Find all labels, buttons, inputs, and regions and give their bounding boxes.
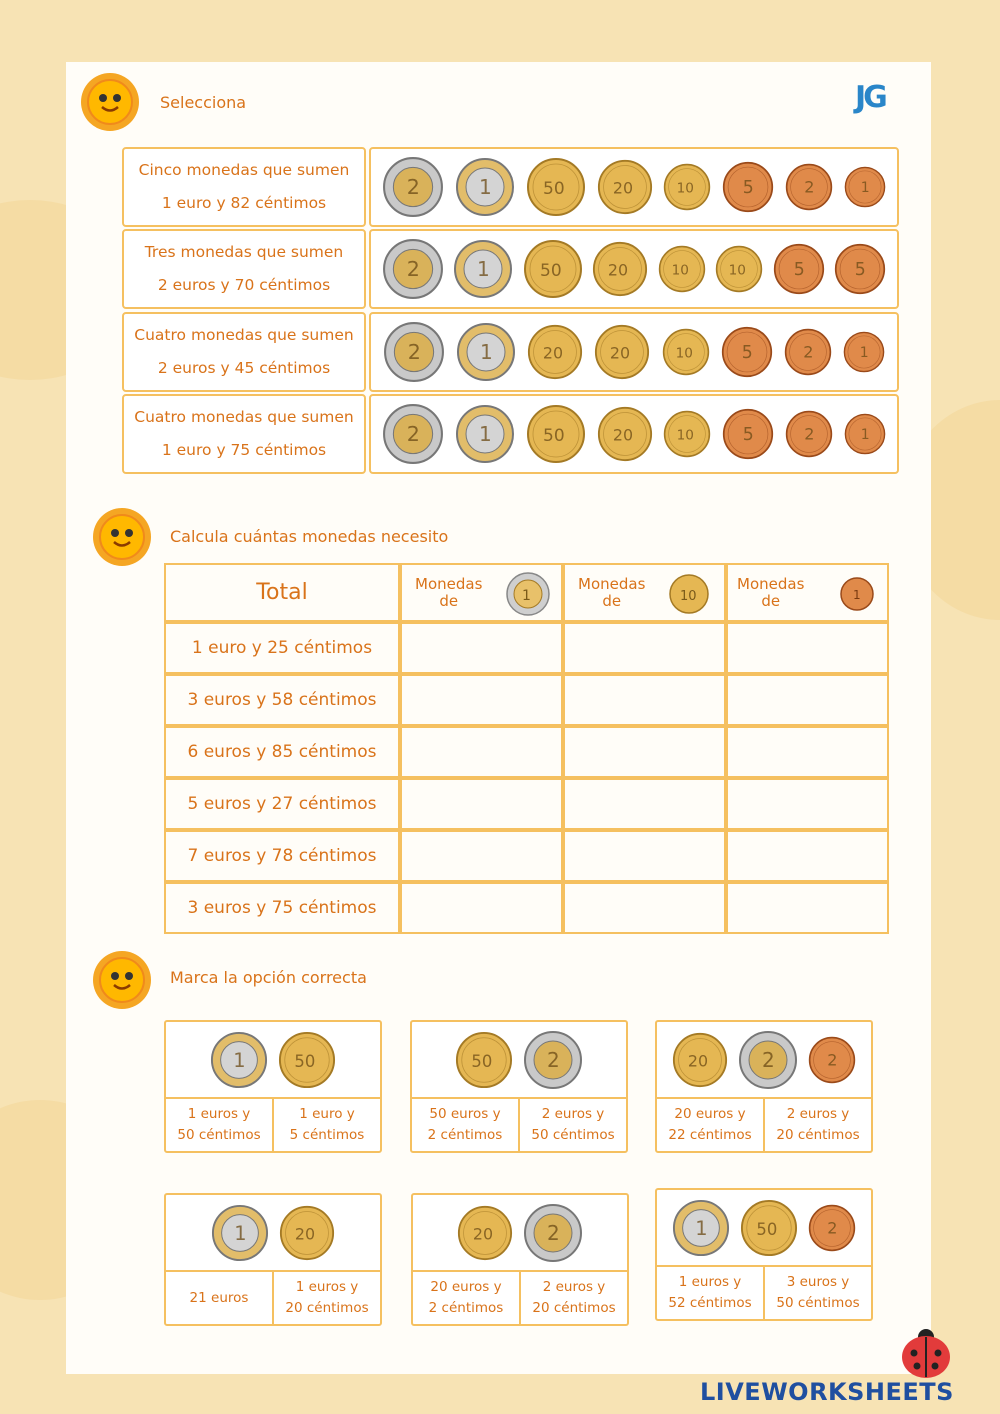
coin-1c-icon[interactable] (843, 331, 885, 373)
coin-20c-icon[interactable] (457, 1205, 513, 1261)
table-row (164, 726, 889, 778)
option-choice-b[interactable]: 2 euros y 50 céntimos (518, 1099, 626, 1151)
option-choices (657, 1265, 871, 1319)
table-row (164, 830, 889, 882)
coin-1c-icon (839, 576, 875, 612)
coin-5c-icon[interactable] (773, 243, 825, 295)
svg-text:2: 2 (804, 177, 815, 197)
coin-50c-icon[interactable] (523, 239, 583, 299)
row-total-label: 3 euros y 58 céntimos (164, 674, 400, 726)
answer-1euro-input[interactable] (400, 674, 563, 726)
coin-1e-icon[interactable] (453, 239, 513, 299)
svg-text:5: 5 (742, 425, 754, 446)
option-coins (166, 1195, 380, 1271)
answer-1euro-input[interactable] (400, 622, 563, 674)
coin-2e-icon[interactable] (382, 156, 444, 218)
header-1cent (726, 563, 889, 622)
svg-text:10: 10 (676, 427, 695, 444)
answer-10cent-input[interactable] (563, 882, 726, 934)
coin-2c-icon[interactable] (808, 1204, 856, 1252)
svg-text:2: 2 (547, 1048, 560, 1072)
coin-2c-icon[interactable] (784, 328, 832, 376)
option-choice-a[interactable]: 1 euros y 50 céntimos (177, 1106, 261, 1143)
coin-choices-3 (369, 312, 899, 392)
coin-5c-icon[interactable] (721, 326, 773, 378)
coin-2c-icon[interactable] (808, 1036, 856, 1084)
svg-text:2: 2 (406, 257, 420, 282)
svg-text:2: 2 (762, 1048, 775, 1072)
coin-2e-icon[interactable] (382, 403, 444, 465)
svg-text:1: 1 (522, 588, 531, 604)
option-choice-b[interactable]: 3 euros y 50 céntimos (763, 1267, 871, 1319)
coin-1e-icon[interactable] (455, 404, 515, 464)
coin-2c-icon[interactable] (785, 163, 833, 211)
prompt-line1: Tres monedas que sumen (144, 243, 344, 261)
table-row (164, 674, 889, 726)
svg-text:1: 1 (860, 179, 870, 196)
option-choices (412, 1097, 626, 1151)
svg-text:2: 2 (804, 424, 815, 444)
svg-text:5: 5 (793, 260, 805, 281)
option-coins (657, 1022, 871, 1098)
coin-20c-icon[interactable] (597, 159, 653, 215)
svg-text:5: 5 (741, 343, 753, 364)
prompt-line2: 1 euro y 75 céntimos (161, 441, 327, 459)
coin-5c-icon[interactable] (722, 161, 774, 213)
svg-text:20: 20 (608, 260, 629, 280)
option-card-3 (655, 1020, 873, 1153)
option-choice-a[interactable]: 1 euros y 52 céntimos (668, 1274, 752, 1311)
option-choices (657, 1097, 871, 1151)
option-choice-a[interactable]: 21 euros (189, 1289, 249, 1306)
coin-choices-1 (369, 147, 899, 227)
option-card-4 (164, 1193, 382, 1326)
coin-10c-icon[interactable] (663, 163, 711, 211)
row-total-label: 5 euros y 27 céntimos (164, 778, 400, 830)
header-1euro-label: Monedas de (415, 575, 483, 610)
select-prompt-2 (122, 229, 366, 309)
coin-50c-icon[interactable] (740, 1199, 798, 1257)
option-choice-b[interactable]: 2 euros y 20 céntimos (519, 1272, 627, 1324)
header-10cent (563, 563, 726, 622)
option-choice-b[interactable]: 1 euros y 20 céntimos (272, 1272, 380, 1324)
coin-2e-icon[interactable] (382, 238, 444, 300)
coin-1c-icon[interactable] (844, 413, 886, 455)
svg-text:1: 1 (853, 588, 861, 602)
coin-2e-icon[interactable] (383, 321, 445, 383)
section-title-marca: Marca la opción correcta (170, 968, 367, 987)
option-choices (413, 1270, 627, 1324)
svg-text:20: 20 (542, 343, 564, 363)
answer-1cent-input[interactable] (726, 674, 889, 726)
coin-20c-icon[interactable] (279, 1205, 335, 1261)
answer-1euro-input[interactable] (400, 726, 563, 778)
section-title-selecciona: Selecciona (160, 93, 247, 112)
row-total-label: 7 euros y 78 céntimos (164, 830, 400, 882)
sun-icon (92, 950, 152, 1010)
prompt-line2: 2 euros y 45 céntimos (157, 359, 331, 377)
prompt-line1: Cuatro monedas que sumen (134, 408, 354, 426)
row-total-label: 3 euros y 75 céntimos (164, 882, 400, 934)
coin-20c-icon[interactable] (592, 241, 648, 297)
coin-20c-icon[interactable] (597, 406, 653, 462)
header-total: Total (164, 563, 400, 622)
prompt-line2: 2 euros y 70 céntimos (157, 276, 331, 294)
coin-1c-icon[interactable] (844, 166, 886, 208)
svg-text:20: 20 (472, 1224, 494, 1244)
select-prompt-1 (122, 147, 366, 227)
option-choice-a[interactable]: 50 euros y 2 céntimos (427, 1106, 503, 1143)
svg-text:1: 1 (233, 1048, 246, 1072)
option-coins (166, 1022, 380, 1098)
svg-text:2: 2 (547, 1221, 560, 1245)
svg-text:2: 2 (407, 422, 421, 447)
coin-50c-icon[interactable] (278, 1031, 336, 1089)
coin-10c-icon[interactable] (663, 410, 711, 458)
prompt-line2: 1 euro y 82 céntimos (161, 194, 327, 212)
svg-text:1: 1 (479, 422, 492, 446)
coin-10c-icon (669, 574, 709, 614)
answer-10cent-input[interactable] (563, 674, 726, 726)
option-choices (166, 1270, 380, 1324)
coin-2e-icon[interactable] (738, 1030, 798, 1090)
coin-5c-icon[interactable] (834, 243, 886, 295)
svg-text:20: 20 (612, 178, 633, 198)
table-row (164, 778, 889, 830)
svg-text:20: 20 (612, 425, 633, 445)
coin-2c-icon[interactable] (785, 410, 833, 458)
sun-icon (92, 507, 152, 567)
option-coins (413, 1195, 627, 1271)
answer-1cent-input[interactable] (726, 622, 889, 674)
svg-text:2: 2 (827, 1050, 838, 1070)
svg-text:2: 2 (827, 1218, 838, 1238)
coin-20c-icon[interactable] (594, 324, 650, 380)
svg-text:1: 1 (860, 426, 870, 443)
option-choice-a[interactable]: 20 euros y 22 céntimos (668, 1106, 752, 1143)
svg-text:2: 2 (407, 340, 421, 365)
answer-1cent-input[interactable] (726, 830, 889, 882)
svg-text:1: 1 (479, 340, 493, 364)
svg-text:1: 1 (860, 344, 870, 361)
svg-text:1: 1 (695, 1216, 708, 1240)
coin-1e-icon[interactable] (455, 157, 515, 217)
coin-50c-icon[interactable] (526, 404, 586, 464)
svg-text:10: 10 (680, 589, 697, 604)
option-card-1 (164, 1020, 382, 1153)
answer-1euro-input[interactable] (400, 830, 563, 882)
section-title-calcula: Calcula cuántas monedas necesito (170, 527, 449, 546)
svg-text:20: 20 (610, 343, 631, 363)
svg-text:10: 10 (675, 345, 693, 362)
svg-text:1: 1 (477, 257, 490, 281)
answer-10cent-input[interactable] (563, 778, 726, 830)
liveworksheets-brand: LIVEWORKSHEETS (700, 1378, 954, 1406)
coin-20c-icon[interactable] (527, 324, 583, 380)
svg-text:50: 50 (294, 1051, 316, 1071)
option-choice-a[interactable]: 20 euros y 2 céntimos (428, 1279, 504, 1316)
option-choice-b[interactable]: 2 euros y 20 céntimos (763, 1099, 871, 1151)
option-card-5 (411, 1193, 629, 1326)
svg-text:2: 2 (407, 175, 421, 200)
coin-1e-icon[interactable] (456, 322, 516, 382)
svg-text:50: 50 (539, 261, 562, 281)
coin-1e-icon[interactable] (210, 1031, 268, 1089)
option-choices (166, 1097, 380, 1151)
svg-text:5: 5 (742, 178, 754, 199)
svg-text:50: 50 (542, 426, 565, 446)
coin-50c-icon[interactable] (526, 157, 586, 217)
coin-10c-icon[interactable] (662, 328, 710, 376)
coin-50c-icon[interactable] (455, 1031, 513, 1089)
option-coins (657, 1190, 871, 1266)
answer-10cent-input[interactable] (563, 622, 726, 674)
svg-text:20: 20 (687, 1051, 709, 1071)
answer-1cent-input[interactable] (726, 882, 889, 934)
header-1cent-label: Monedas de (737, 575, 805, 610)
coin-10c-icon[interactable] (715, 245, 763, 293)
coin-1e-icon[interactable] (211, 1204, 269, 1262)
option-coins (412, 1022, 626, 1098)
answer-1euro-input[interactable] (400, 778, 563, 830)
sun-icon (80, 72, 140, 132)
svg-text:1: 1 (234, 1221, 247, 1245)
svg-text:5: 5 (855, 260, 867, 281)
header-10cent-label: Monedas de (578, 575, 646, 610)
select-prompt-3 (122, 312, 366, 392)
row-total-label: 1 euro y 25 céntimos (164, 622, 400, 674)
prompt-line1: Cuatro monedas que sumen (134, 326, 354, 344)
svg-text:50: 50 (471, 1051, 493, 1071)
table-row (164, 882, 889, 934)
answer-10cent-input[interactable] (563, 726, 726, 778)
answer-10cent-input[interactable] (563, 830, 726, 882)
coin-count-table (164, 563, 889, 934)
svg-text:20: 20 (294, 1224, 316, 1244)
prompt-line1: Cinco monedas que sumen (138, 161, 350, 179)
select-prompt-4 (122, 394, 366, 474)
coin-choices-2 (369, 229, 899, 309)
option-card-6 (655, 1188, 873, 1321)
table-row (164, 622, 889, 674)
coin-2e-icon[interactable] (523, 1030, 583, 1090)
coin-10c-icon[interactable] (658, 245, 706, 293)
option-choice-b[interactable]: 1 euro y 5 céntimos (272, 1099, 380, 1151)
row-total-label: 6 euros y 85 céntimos (164, 726, 400, 778)
coin-choices-4 (369, 394, 899, 474)
ladybug-icon (898, 1325, 954, 1381)
coin-1e-icon[interactable] (672, 1199, 730, 1257)
coin-1e-icon (506, 572, 550, 616)
answer-1cent-input[interactable] (726, 778, 889, 830)
coin-5c-icon[interactable] (722, 408, 774, 460)
coin-2e-icon[interactable] (523, 1203, 583, 1263)
svg-text:10: 10 (671, 262, 689, 279)
coin-20c-icon[interactable] (672, 1032, 728, 1088)
answer-1euro-input[interactable] (400, 882, 563, 934)
option-card-2 (410, 1020, 628, 1153)
svg-text:10: 10 (728, 262, 747, 279)
svg-text:1: 1 (479, 175, 492, 199)
answer-1cent-input[interactable] (726, 726, 889, 778)
svg-text:50: 50 (756, 1219, 778, 1239)
header-1euro (400, 563, 563, 622)
svg-text:50: 50 (542, 179, 565, 199)
jg-logo: JG (855, 80, 885, 115)
svg-text:2: 2 (803, 342, 814, 362)
svg-text:10: 10 (676, 180, 695, 197)
